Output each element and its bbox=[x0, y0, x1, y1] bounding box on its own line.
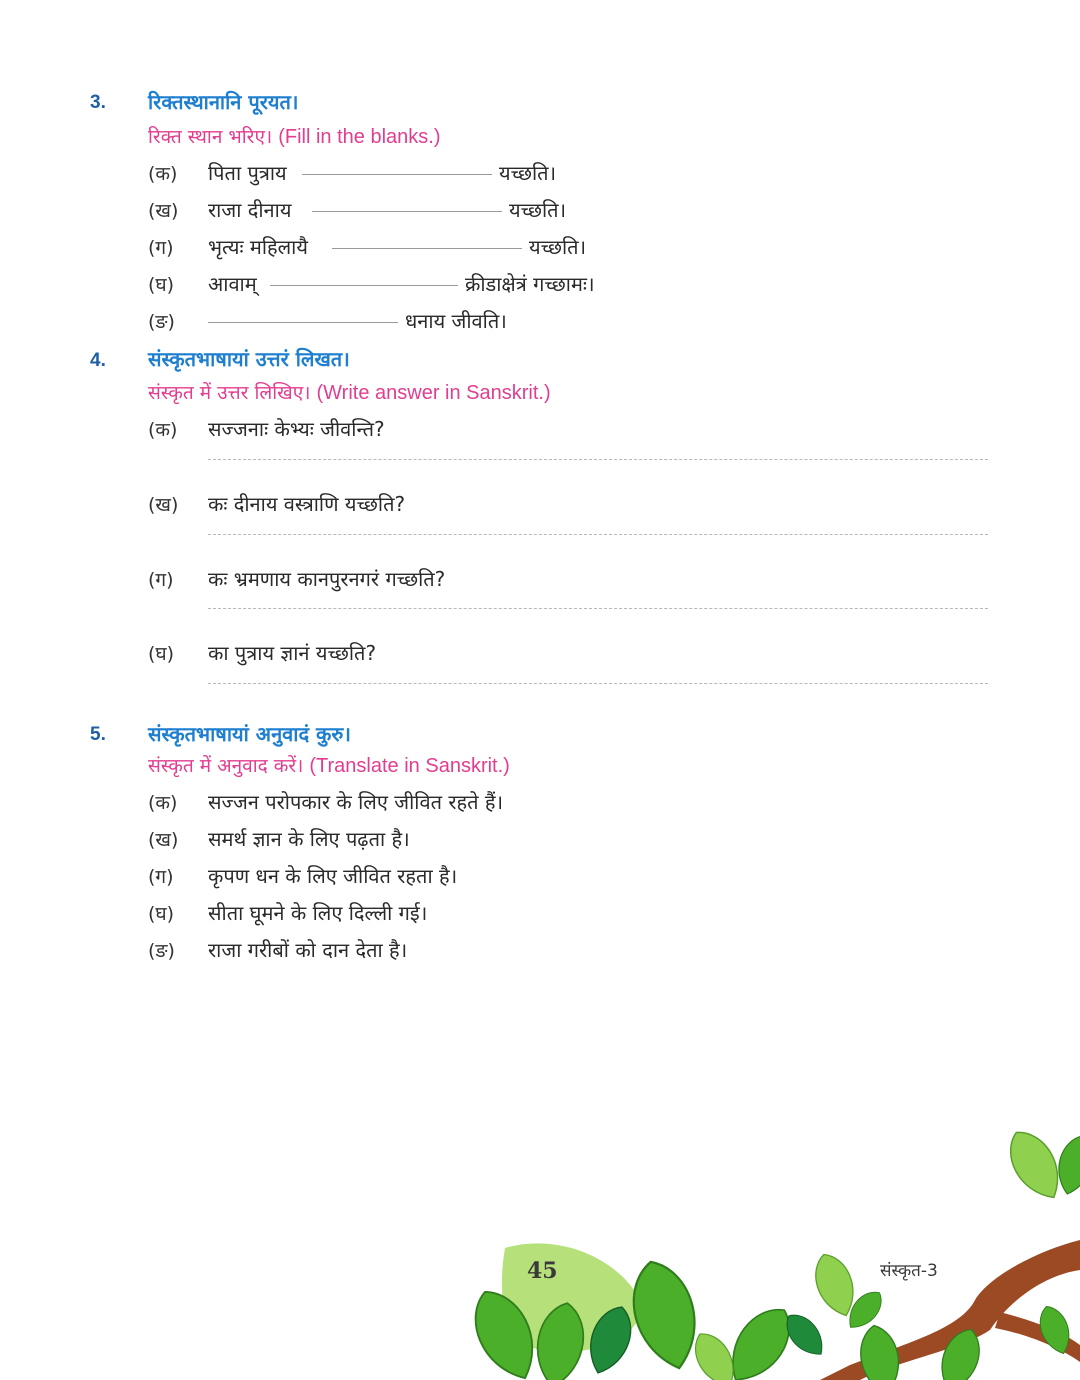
q3-item-after: धनाय जीवति। bbox=[405, 309, 507, 333]
q4-item-question: सज्जनाः केभ्यः जीवन्ति? bbox=[208, 417, 385, 441]
q5-item-text: राजा गरीबों को दान देता है। bbox=[208, 938, 408, 962]
q5-item-label: (ग) bbox=[148, 866, 174, 888]
q4-item-question: कः भ्रमणाय कानपुरनगरं गच्छति? bbox=[208, 567, 446, 591]
q3-item-before: आवाम् bbox=[208, 272, 257, 296]
q4-item-question: कः दीनाय वस्त्राणि यच्छति? bbox=[208, 492, 406, 516]
q3-item-before: पिता पुत्राय bbox=[208, 161, 287, 185]
q4-item-label: (घ) bbox=[148, 643, 175, 665]
page-number: 45 bbox=[527, 1258, 558, 1284]
q5-subtitle-hindi: संस्कृत में अनुवाद करें। bbox=[148, 755, 304, 777]
q5-item-text: सीता घूमने के लिए दिल्ली गई। bbox=[208, 901, 428, 925]
q3-item-label: (ग) bbox=[148, 237, 174, 259]
q4-title: संस्कृतभाषायां उत्तरं लिखत। bbox=[148, 347, 350, 371]
q5-title: संस्कृतभाषायां अनुवादं कुरु। bbox=[148, 722, 351, 746]
q4-item-label: (क) bbox=[148, 419, 178, 441]
q3-item-after: यच्छति। bbox=[509, 198, 567, 222]
q4-item-label: (ग) bbox=[148, 569, 174, 591]
leaf bbox=[623, 1254, 707, 1375]
q5-subtitle-english: (Translate in Sanskrit.) bbox=[309, 755, 510, 777]
q3-item-label: (घ) bbox=[148, 274, 175, 296]
q3-number: 3. bbox=[90, 92, 106, 113]
q4-item-label: (ख) bbox=[148, 494, 179, 516]
q3-subtitle-english: (Fill in the blanks.) bbox=[278, 126, 441, 148]
q3-item-label: (ङ) bbox=[148, 311, 175, 333]
q4-subtitle-hindi: संस्कृत में उत्तर लिखिए। bbox=[148, 382, 311, 404]
q3-subtitle-hindi: रिक्त स्थान भरिए। bbox=[148, 126, 273, 148]
q4-number: 4. bbox=[90, 350, 106, 371]
q5-item-label: (घ) bbox=[148, 903, 175, 925]
q3-item-before: भृत्यः महिलायै bbox=[208, 235, 308, 259]
q3-title: रिक्तस्थानानि पूरयत। bbox=[148, 90, 299, 114]
q3-item-label: (क) bbox=[148, 163, 178, 185]
q3-item-after: यच्छति। bbox=[499, 161, 557, 185]
book-title: संस्कृत-3 bbox=[880, 1261, 938, 1281]
q3-item-label: (ख) bbox=[148, 200, 179, 222]
q5-item-label: (ख) bbox=[148, 829, 179, 851]
q4-subtitle-english: (Write answer in Sanskrit.) bbox=[316, 382, 551, 404]
q5-item-label: (ङ) bbox=[148, 940, 175, 962]
q5-item-text: समर्थ ज्ञान के लिए पढ़ता है। bbox=[208, 827, 410, 851]
q3-item-after: क्रीडाक्षेत्रं गच्छामः। bbox=[465, 272, 595, 296]
q3-item-after: यच्छति। bbox=[529, 235, 587, 259]
q5-item-label: (क) bbox=[148, 792, 178, 814]
q5-item-text: सज्जन परोपकार के लिए जीवित रहते हैं। bbox=[208, 790, 504, 814]
q3-item-before: राजा दीनाय bbox=[208, 198, 292, 222]
q5-item-text: कृपण धन के लिए जीवित रहता है। bbox=[208, 864, 458, 888]
q5-number: 5. bbox=[90, 724, 106, 745]
q4-item-question: का पुत्राय ज्ञानं यच्छति? bbox=[208, 641, 377, 665]
